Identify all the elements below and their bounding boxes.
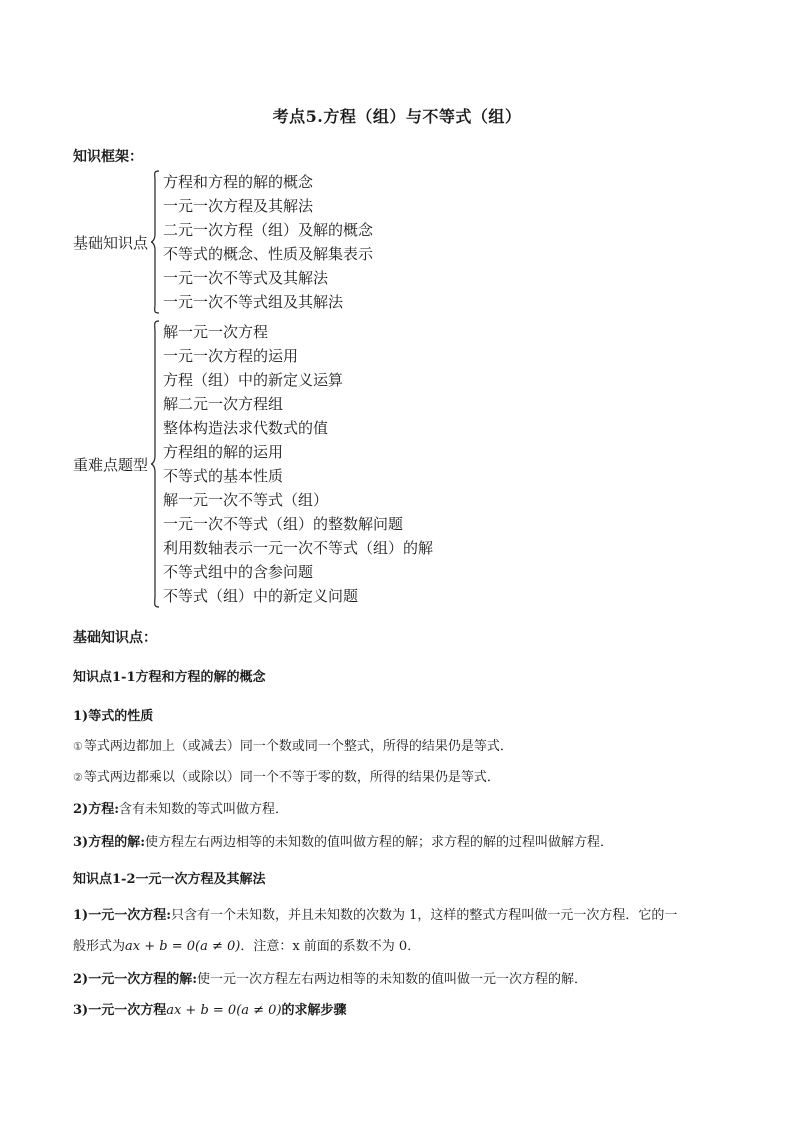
kp2-heading [73,870,733,890]
circled-two-marker: ② [73,771,83,784]
list-item: 一元一次不等式及其解法 [163,269,329,287]
basic-group-label: 基础知识点 [73,234,149,252]
kp2-s3-formula: ax + b = 0(a ≠ 0) [166,1003,282,1018]
basics-heading: 基础知识点： [73,630,157,646]
list-item: 方程和方程的解的概念 [163,173,314,191]
list-item: 一元一次方程及其解法 [163,197,314,215]
page-title: 考点5.方程（组）与不等式（组） [272,107,522,126]
kp1-s3 [73,833,733,853]
list-item: 方程（组）中的新定义运算 [163,371,344,389]
circled-one-marker: ① [73,740,83,753]
kp1-s2 [73,800,733,820]
kp1-s2-text: 含有未知数的等式叫做方程． [119,802,289,817]
list-item: 解一元一次不等式（组） [163,491,329,509]
list-item: 不等式组中的含参问题 [163,563,314,581]
key-group-brace [150,320,160,608]
kp2-heading-text: 知识点1-2一元一次方程及其解法 [73,872,266,887]
list-item: 解二元一次方程组 [163,395,284,413]
kp1-s2-title: 2)方程: [73,802,119,817]
kp2-s2 [73,970,733,990]
kp1-s1-item1-text: 等式两边都加上（或减去）同一个数或同一个整式，所得的结果仍是等式． [83,739,513,754]
kp2-s1-text2a: 般形式为 [73,939,126,954]
kp1-s1-item2-text: 等式两边都乘以（或除以）同一个不等于零的数，所得的结果仍是等式． [83,770,500,785]
kp1-s1-title [73,707,733,727]
kp1-s1-item2 [73,768,733,788]
list-item: 解一元一次方程 [163,323,269,341]
kp2-s2-text: 使一元一次方程左右两边相等的未知数的值叫做一元一次方程的解． [197,972,588,987]
kp2-s3-tail: 的求解步骤 [281,1003,347,1018]
list-item: 整体构造法求代数式的值 [163,419,329,437]
list-item: 不等式（组）中的新定义问题 [163,587,359,605]
key-group-label: 重难点题型 [73,456,149,474]
kp2-s3 [73,1001,733,1021]
list-item: 一元一次不等式组及其解法 [163,293,344,311]
kp2-s1-text2b: ．注意：x 前面的系数不为 0． [240,939,421,954]
kp2-s1-formula: ax + b = 0(a ≠ 0) [125,939,241,954]
kp1-heading-text: 知识点1-1方程和方程的解的概念 [73,670,266,685]
key-problem-list [163,320,433,608]
list-item: 方程组的解的运用 [163,443,284,461]
kp1-s1-title-text: 1)等式的性质 [73,709,154,724]
kp2-s1-title: 1)一元一次方程: [73,908,171,923]
kp2-s3-title: 3)一元一次方程 [73,1003,167,1018]
kp1-s3-text: 使方程左右两边相等的未知数的值叫做方程的解；求方程的解的过程叫做解方程． [145,835,614,850]
basic-group-brace [150,170,160,314]
kp1-s3-title: 3)方程的解: [73,835,145,850]
list-item: 一元一次不等式（组）的整数解问题 [163,515,404,533]
list-item: 利用数轴表示一元一次不等式（组）的解 [163,539,434,557]
basic-knowledge-list [163,170,373,314]
list-item: 不等式的基本性质 [163,467,284,485]
kp2-s1-line1 [73,906,733,926]
framework-heading: 知识框架： [73,149,143,165]
kp2-s1-line2 [73,937,733,957]
list-item: 二元一次方程（组）及解的概念 [163,221,374,239]
kp1-heading [73,668,733,688]
list-item: 一元一次方程的运用 [163,347,299,365]
kp1-s1-item1 [73,737,733,757]
kp2-s1-text: 只含有一个未知数，并且未知数的次数为 1，这样的整式方程叫做一元一次方程．它的一 [171,908,678,923]
kp2-s2-title: 2)一元一次方程的解: [73,972,197,987]
list-item: 不等式的概念、性质及解集表示 [163,245,374,263]
